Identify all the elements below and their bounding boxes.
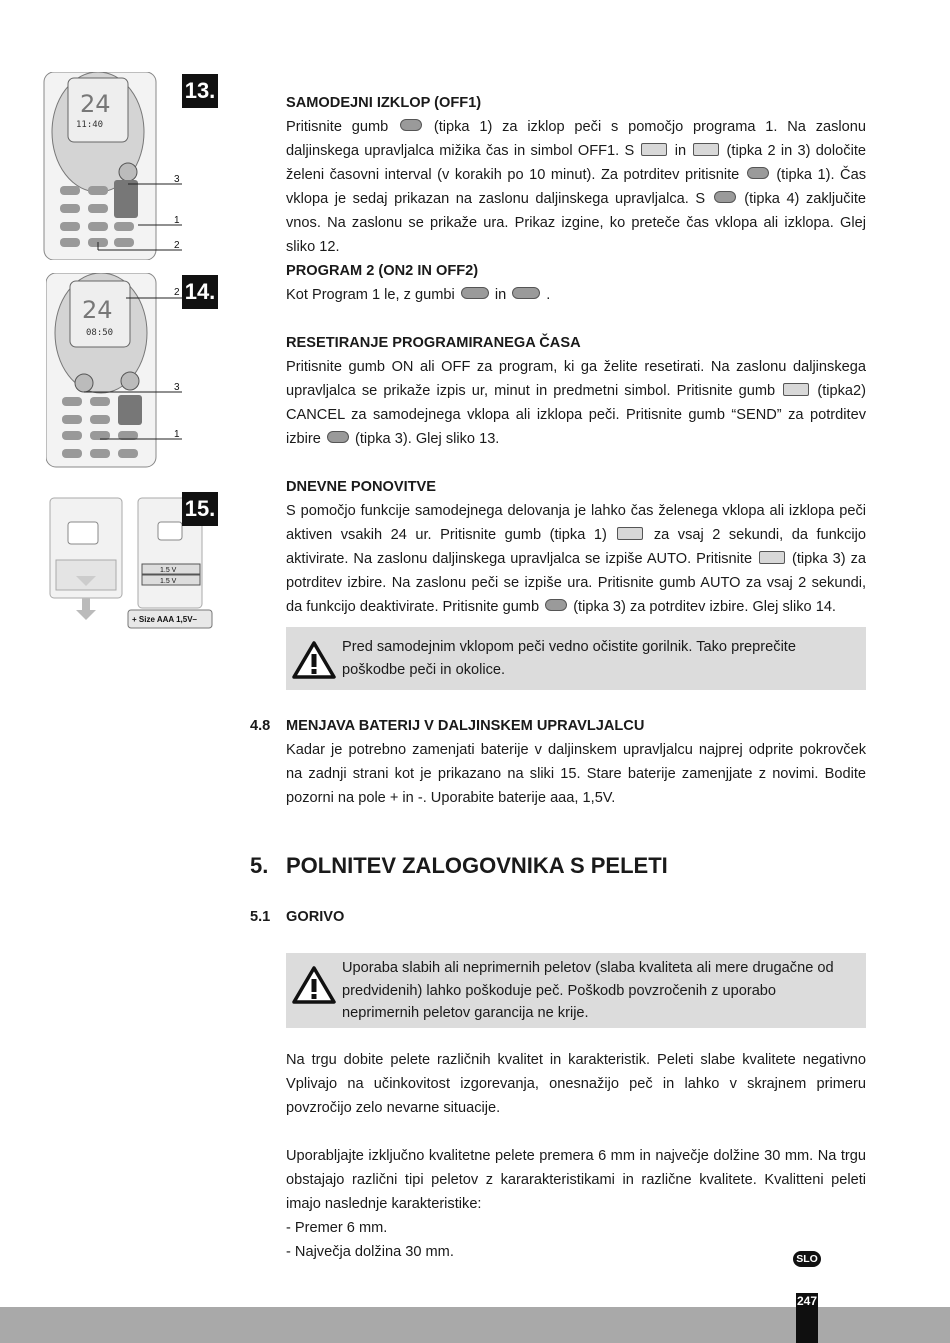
callout-2: 2 bbox=[174, 240, 180, 251]
paragraph-reset: Pritisnite gumb ON ali OFF za program, ki ga želite resetirati. Na zaslonu daljinskega upravljalca se prikaže izpis ur, minut in predmetni simbol. Pritisnite gumb (tipka2) CANCEL za samodejnega vklopa ali izklopa peči. Pritisnite gumb “SEND” za potrditev izbire (tipka 3). Glej sliko 13. bbox=[286, 359, 867, 447]
section-number: 4.8 bbox=[250, 718, 271, 734]
chapter-number: 5. bbox=[250, 853, 269, 878]
warning-triangle-icon bbox=[292, 965, 336, 1005]
svg-text:24: 24 bbox=[82, 296, 113, 324]
on2-button-icon bbox=[461, 287, 489, 299]
warning-triangle-icon bbox=[292, 640, 336, 680]
section-number: 5.1 bbox=[250, 909, 271, 925]
heading-fuel: GORIVO bbox=[286, 909, 345, 925]
paragraph-pellet-quality: Na trgu dobite pelete različnih kvalitet in karakteristik. Peleti slabe kvalitete negativno Vplivajo na učinkovitost izgorevanja, onesnažijo peč in lahko v skrajnem primeru povzročijo zelo nevarne situacije. bbox=[286, 1052, 866, 1116]
callout-1: 1 bbox=[174, 429, 180, 440]
svg-text:08:50: 08:50 bbox=[86, 328, 114, 338]
send-button-icon bbox=[545, 599, 567, 611]
figure-13-label: 13. bbox=[182, 74, 218, 108]
callout-2: 2 bbox=[174, 287, 180, 298]
paragraph-daily-repeat: S pomočjo funkcije samodejnega delovanja je lahko čas želenega vklopa ali izklopa peči aktiven vsakih 24 ur. Pritisnite gumb (tipka 1) za vsaj 2 sekundi, da funkcijo aktivirate. Na zaslonu daljinskega upravljalca se izpiše AUTO. Pritisnite (tipka 3) za potrditev izbire. Na zaslonu peči se izpiše ura. Pritisnite gumb AUTO za vsaj 2 sekundi, da funkcijo deaktivirate. Pritisnite gumb (tipka 3) za potrditev izbire. Glej sliko 14. bbox=[286, 503, 867, 615]
heading-program-2: PROGRAM 2 (ON2 IN OFF2) bbox=[286, 263, 479, 279]
send-button-icon bbox=[327, 431, 349, 443]
language-badge: SLO bbox=[793, 1251, 821, 1267]
send-button-icon bbox=[714, 191, 736, 203]
auto-button-icon bbox=[617, 527, 643, 540]
paragraph-auto-off: Pritisnite gumb (tipka 1) za izklop peči s pomočjo programa 1. Na zaslonu daljinskega upravljalca mižika čas in simbol OFF1. S in (tipka 2 in 3) določite želeni časovni interval (v korakih po 10 minut). Za potrditev pritisnite (tipka 1). Čas vklopa je sedaj prikazan na zaslonu daljinskega upravljalca. S (tipka 4) zaključite vnos. Na zaslonu se prikaže ura. Prikaz izgine, ko preteče čas vklopa ali izklopa. Glej sliko 12. bbox=[286, 119, 866, 255]
cancel-button-icon bbox=[783, 383, 809, 396]
svg-text:11:40: 11:40 bbox=[76, 120, 104, 130]
paragraph-program-2: Kot Program 1 le, z gumbi in . bbox=[286, 287, 551, 303]
callout-3: 3 bbox=[174, 174, 180, 185]
list-item: - Premer 6 mm. bbox=[286, 1220, 388, 1236]
svg-text:24: 24 bbox=[80, 90, 111, 118]
heading-auto-off: SAMODEJNI IZKLOP (OFF1) bbox=[286, 95, 482, 111]
up-arrow-button-icon bbox=[641, 143, 667, 156]
figure-15-label: 15. bbox=[182, 492, 218, 526]
battery-label-2: 1.5 V bbox=[160, 578, 177, 585]
page-number: 247 bbox=[796, 1293, 818, 1343]
off2-button-icon bbox=[512, 287, 540, 299]
warning-box-pellets bbox=[286, 953, 866, 1028]
callout-1: 1 bbox=[174, 215, 180, 226]
warning-box-burner bbox=[286, 627, 866, 690]
heading-daily-repeat: DNEVNE PONOVITVE bbox=[286, 479, 437, 495]
paragraph-pellet-spec: Uporabljajte izključno kvalitetne pelete premera 6 mm in največje dolžine 30 mm. Na trgu obstajajo različni tipi peletov z kararakteristikami in različne kvalitete. Kvalitteni peleti imajo naslednje karakteristike: bbox=[286, 1148, 866, 1212]
off-button-icon bbox=[747, 167, 769, 179]
list-item: - Največja dolžina 30 mm. bbox=[286, 1244, 454, 1260]
figure-13 bbox=[42, 72, 227, 260]
callout-3: 3 bbox=[174, 382, 180, 393]
battery-label-1: 1.5 V bbox=[160, 567, 177, 574]
heading-reset: RESETIRANJE PROGRAMIRANEGA ČASA bbox=[286, 335, 581, 351]
figure-14 bbox=[46, 273, 226, 469]
down-arrow-button-icon bbox=[693, 143, 719, 156]
warning-text: Uporaba slabih ali neprimernih peletov (slaba kvaliteta ali mere drugačne od predvidenih) lahko poškoduje peč. Poškodb povzročenih z uporabo neprimernih peletov garancija ne krije. bbox=[342, 960, 834, 1021]
figure-14-label: 14. bbox=[182, 275, 218, 309]
figure-15 bbox=[46, 492, 226, 632]
off-button-icon bbox=[400, 119, 422, 131]
chapter-title: POLNITEV ZALOGOVNIKA S PELETI bbox=[286, 853, 668, 878]
heading-battery-change: MENJAVA BATERIJ V DALJINSKEM UPRAVLJALCU bbox=[286, 718, 645, 734]
paragraph-battery-change: Kadar je potrebno zamenjati baterije v daljinskem upravljalcu najprej odprite pokrovček na zadnji strani kot je prikazano na sliki 15. Stare baterije zamenjjate z novimi. Bodite pozorni na pole + in -. Uporabite baterije aaa, 1,5V. bbox=[286, 742, 866, 806]
warning-text: Pred samodejnim vklopom peči vedno očistite gorilnik. Tako preprečite poškodbe peči in okolice. bbox=[342, 639, 796, 678]
auto-button-icon bbox=[759, 551, 785, 564]
battery-size-label: + Size AAA 1,5V– bbox=[132, 615, 197, 624]
